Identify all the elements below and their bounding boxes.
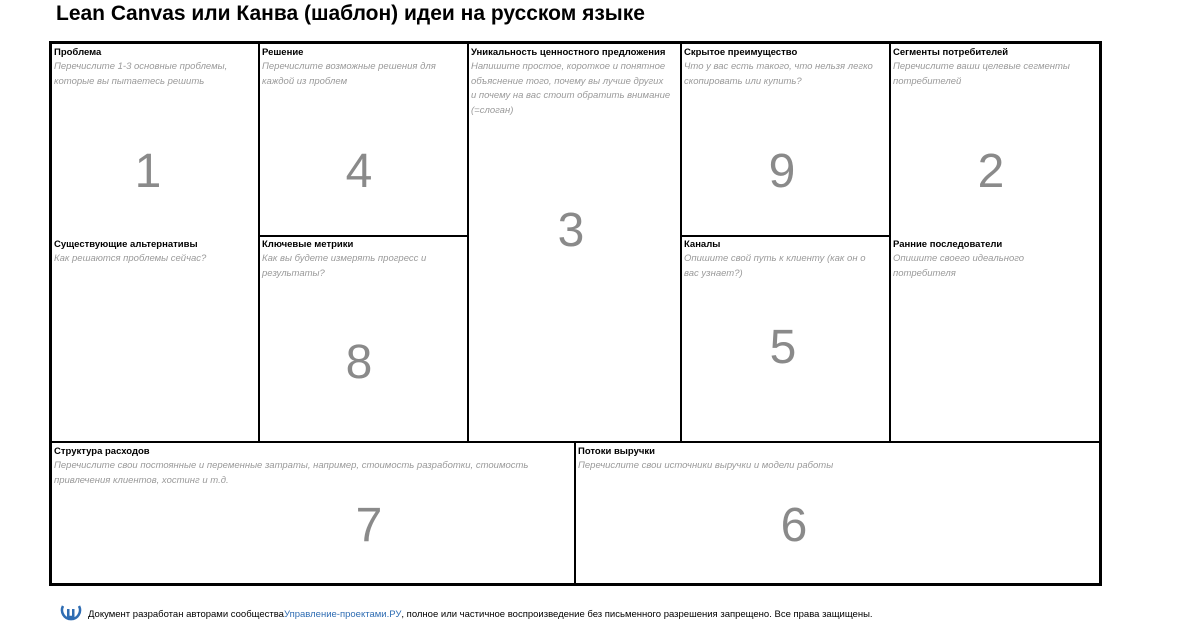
block-number-channels: 5 [769,321,797,374]
divider [680,235,891,237]
divider [574,441,576,583]
block-hint-segments: Перечислите ваши целевые сегменты потребителей [893,61,1070,87]
block-number-revenue: 6 [780,499,808,552]
block-title-metrics: Ключевые метрики [262,239,354,250]
block-hint-channels: Опишите свой путь к клиенту (как он о вас узнает?) [684,253,866,279]
block-number-solution: 4 [345,145,373,198]
block-title-uvp: Уникальность ценностного предложения [471,47,666,58]
block-title-costs: Структура расходов [54,446,150,457]
footer-suffix: , полное или частичное воспроизведение без письменного разрешения запрещено. Все права защищены. [401,608,873,620]
divider [680,44,682,441]
divider [258,44,260,441]
up-logo-icon [60,604,82,624]
block-hint-solution: Перечислите возможные решения для каждой из проблем [262,61,436,87]
block-hint-advantage: Что у вас есть такого, что нельзя легко скопировать или купить? [684,61,873,87]
block-hint-metrics: Как вы будете измерять прогресс и результаты? [262,253,427,279]
block-title-channels: Каналы [684,239,721,250]
block-title-early: Ранние последователи [893,239,1003,250]
block-hint-costs: Перечислите свои постоянные и переменные затраты, например, стоимость разработки, стоимость привлечения клиентов, хостинг и т.д. [54,460,529,486]
divider [258,235,469,237]
block-number-uvp: 3 [557,204,585,257]
block-title-alternatives: Существующие альтернативы [54,239,198,250]
page-title: Lean Canvas или Канва (шаблон) идеи на русском языке [56,2,645,25]
block-number-costs: 7 [355,499,383,552]
block-hint-uvp: Напишите простое, короткое и понятное объяснение того, почему вы лучше других и почему на вас стоит обратить внимание (=слоган) [471,61,671,116]
block-hint-alternatives: Как решаются проблемы сейчас? [54,253,207,264]
footer-prefix: Документ разработан авторами сообщества [88,608,284,620]
block-number-metrics: 8 [345,336,373,389]
block-number-advantage: 9 [768,145,796,198]
footer [60,603,873,625]
divider [889,44,891,441]
block-hint-early: Опишите своего идеального потребителя [893,253,1025,279]
footer-link[interactable]: Управление-проектами.РУ [283,608,402,620]
block-title-segments: Сегменты потребителей [893,47,1009,58]
block-title-solution: Решение [262,47,304,58]
block-hint-problem: Перечислите 1-3 основные проблемы, которые вы пытаетесь решить [54,61,228,87]
block-hint-revenue: Перечислите свои источники выручки и модели работы [578,460,834,471]
block-title-revenue: Потоки выручки [578,446,655,457]
lean-canvas [49,41,1102,586]
block-title-problem: Проблема [54,47,102,58]
block-number-problem: 1 [134,145,162,198]
block-number-segments: 2 [977,145,1005,198]
block-title-advantage: Скрытое преимущество [684,47,798,58]
divider [467,44,469,441]
